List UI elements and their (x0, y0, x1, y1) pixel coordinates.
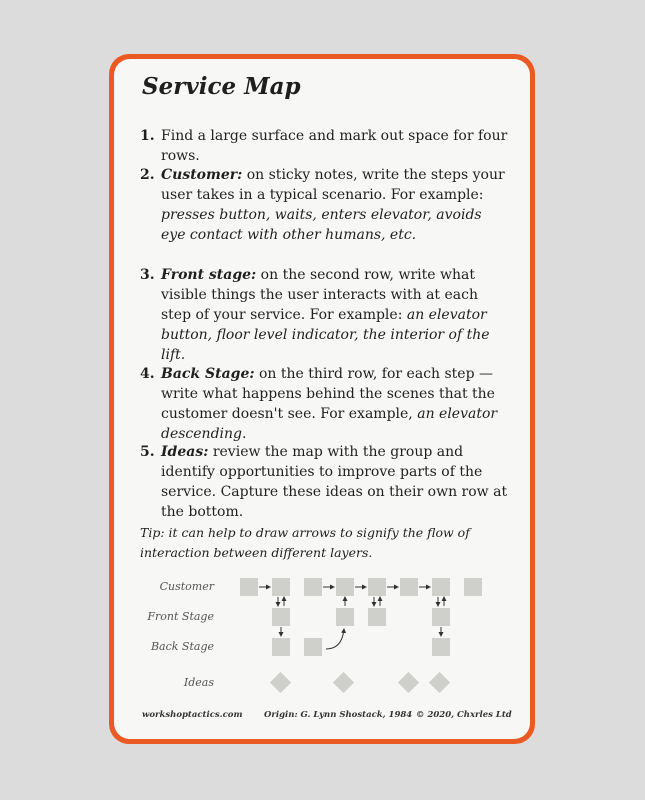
step-number: 5. (140, 444, 155, 460)
step-number: 2. (140, 167, 155, 183)
step-example: an elevator button, floor level indicator, the interior of the lift. (161, 307, 490, 363)
footer-website: workshoptactics.com (142, 710, 243, 720)
step-example: an elevator descending (161, 406, 498, 442)
footer-origin: Origin: G. Lynn Shostack, 1984 (264, 710, 413, 720)
step-lead: Back Stage: (161, 366, 255, 382)
step-body: review the map with the group and identify opportunities to improve parts of the service. Capture these ideas on their own row at the bottom. (161, 444, 508, 520)
step-tail: . (242, 426, 247, 442)
step-lead: Customer: (161, 167, 243, 183)
flow-arrows (114, 59, 530, 739)
step-number: 3. (140, 267, 155, 283)
step-number: 1. (140, 128, 155, 144)
step-body: on the second row, write what visible things the user interacts with at each step of your service. For example: (161, 267, 478, 323)
curved-arrow-icon (326, 629, 344, 649)
tip-text: Tip: it can help to draw arrows to signify the flow of interaction between different layers. (140, 525, 470, 560)
step-body: on sticky notes, write the steps your user takes in a typical scenario. For example: (161, 167, 505, 203)
step-example: presses button, waits, enters elevator, avoids eye contact with other humans, etc. (161, 207, 482, 243)
card-title: Service Map (142, 73, 301, 100)
row-label-front-stage: Front Stage (147, 610, 214, 623)
step-lead: Ideas: (161, 444, 209, 460)
card (114, 59, 530, 739)
row-label-back-stage: Back Stage (150, 640, 214, 653)
footer-copyright: © 2020, Chxrles Ltd (416, 710, 512, 720)
step-lead: Front stage: (161, 267, 257, 283)
step-body: on the third row, for each step — write what happens behind the scenes that the customer doesn't see. For example, (161, 366, 495, 422)
step-number: 4. (140, 366, 155, 382)
row-label-customer: Customer (159, 580, 214, 593)
row-label-ideas: Ideas (183, 676, 214, 689)
step-body: Find a large surface and mark out space for four rows. (161, 128, 508, 164)
